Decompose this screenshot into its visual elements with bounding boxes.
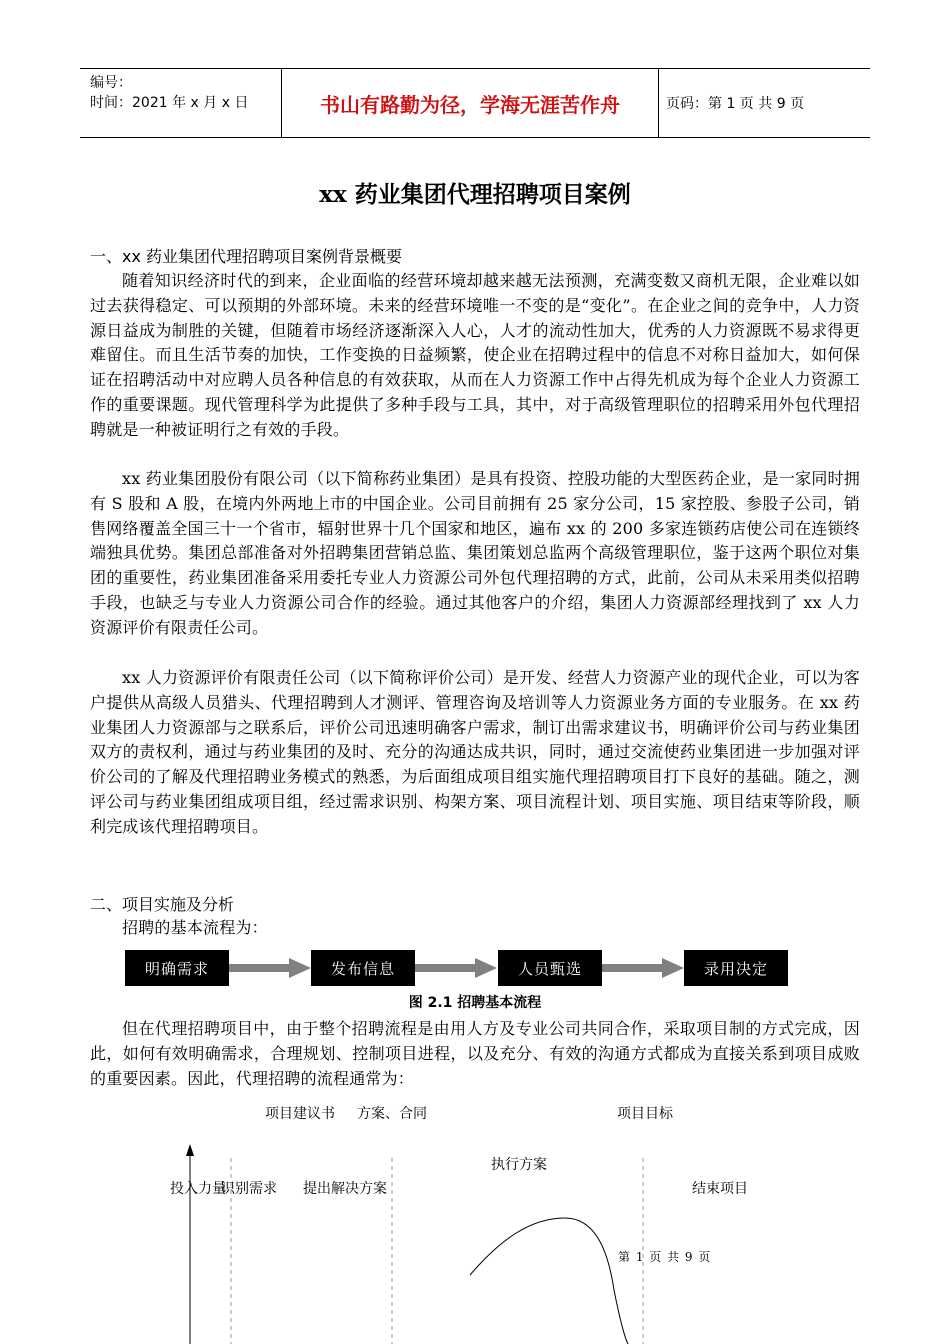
header-time: 时间：2021 年 x 月 x 日: [90, 95, 249, 111]
flow-step-clarify-demand: 明确需求: [125, 950, 229, 986]
project-flow-chart: [0, 1100, 950, 1344]
section1-heading: 一、xx 药业集团代理招聘项目案例背景概要: [90, 247, 403, 266]
section1-paragraph-2: xx 药业集团股份有限公司（以下简称药业集团）是具有投资、控股功能的大型医药企业，是一家同时拥有 S 股和 A 股，在境内外两地上市的中国企业。公司目前拥有 25 家分公司，15 家控股、参股子公司，销售网络覆盖全国三十一个省市，辐射世界十几个国家和地区，遍布 xx 的 200 多家连锁药店使公司在连锁终端独具优势。集团总部准备对外招聘集团营销总监、集团策划总监两个高级管理职位，鉴于这两个职位对集团的重要性，药业集团准备采用委托专业人力资源公司外包代理招聘的方式，此前，公司从未采用类似招聘手段，也缺乏与专业人力资源公司合作的经验。通过其他客户的介绍，集团人力资源部经理找到了 xx 人力资源评价有限责任公司。: [90, 469, 860, 637]
label-plan-contract: 方案、合同: [357, 1106, 427, 1122]
figure-caption: 图 2.1 招聘基本流程: [408, 995, 542, 1011]
section2-paragraph: 但在代理招聘项目中，由于整个招聘流程是由用人方及专业公司共同合作，采取项目制的方式完成，因此，如何有效明确需求，合理规划、控制项目进程，以及充分、有效的沟通方式都成为直接关系到项目成败的重要因素。因此，代理招聘的流程通常为：: [90, 1019, 860, 1088]
flow-arrow: [229, 958, 311, 978]
label-execute-plan: 执行方案: [491, 1157, 547, 1173]
label-proposal: 项目建议书: [265, 1106, 335, 1122]
flow-step-screening: 人员甄选: [498, 950, 602, 986]
header-page-info: 页码：第 1 页 共 9 页: [666, 96, 805, 112]
section2-intro: 招聘的基本流程为：: [122, 918, 268, 937]
header-code: 编号：: [90, 75, 132, 91]
section2-heading: 二、项目实施及分析: [90, 895, 235, 914]
header-motto: 书山有路勤为径，学海无涯苦作舟: [320, 92, 620, 117]
label-propose-solution: 提出解决方案: [303, 1181, 387, 1197]
y-axis: [186, 1144, 194, 1344]
label-effort-axis: 投入力量: [170, 1181, 226, 1197]
flow-arrow: [602, 958, 684, 978]
flow-step-publish-info: 发布信息: [311, 950, 415, 986]
label-close-project: 结束项目: [692, 1181, 748, 1197]
section1-paragraph-3: xx 人力资源评价有限责任公司（以下简称评价公司）是开发、经营人力资源产业的现代企业，可以为客户提供从高级人员猎头、代理招聘到人才测评、管理咨询及培训等人力资源业务方面的专业服务。在 xx 药业集团人力资源部与之联系后，评价公司迅速明确客户需求，制订出需求建议书，明确评价公司与药业集团双方的责权利，通过与药业集团的及时、充分的沟通达成共识，同时，通过交流使药业集团进一步加强对评价公司的了解及代理招聘业务模式的熟悉，为后面组成项目组实施代理招聘项目打下良好的基础。随之，测评公司与药业集团组成项目组，经过需求识别、构架方案、项目流程计划、项目实施、项目结束等阶段，顺利完成该代理招聘项目。: [90, 668, 860, 836]
header-divider: [658, 69, 659, 137]
flow-step-hire-decision: 录用决定: [684, 950, 788, 986]
header-meta: [90, 73, 280, 113]
effort-curve: [470, 1218, 628, 1344]
page-footer: 第 1 页 共 9 页: [618, 1250, 712, 1264]
label-identify-need: 识别需求: [221, 1181, 277, 1197]
label-project-goal: 项目目标: [617, 1106, 673, 1122]
document-title: xx 药业集团代理招聘项目案例: [319, 181, 631, 208]
flow-arrow: [415, 958, 497, 978]
page-header: [80, 68, 870, 138]
section1-paragraph-1: 随着知识经济时代的到来，企业面临的经营环境却越来越无法预测，充满变数又商机无限，企业难以如过去获得稳定、可以预期的外部环境。未来的经营环境唯一不变的是“变化”。在企业之间的竞争中，人力资源日益成为制胜的关键，但随着市场经济逐渐深入人心，人才的流动性加大，优秀的人力资源既不易求得更难留住。而且生活节奏的加快，工作变换的日益频繁，使企业在招聘过程中的信息不对称日益加大，如何保证在招聘活动中对应聘人员各种信息的有效获取，从而在人力资源工作中占得先机成为每个企业人力资源工作的重要课题。现代管理科学为此提供了多种手段与工具，其中，对于高级管理职位的招聘采用外包代理招聘就是一种被证明行之有效的手段。: [90, 271, 860, 439]
